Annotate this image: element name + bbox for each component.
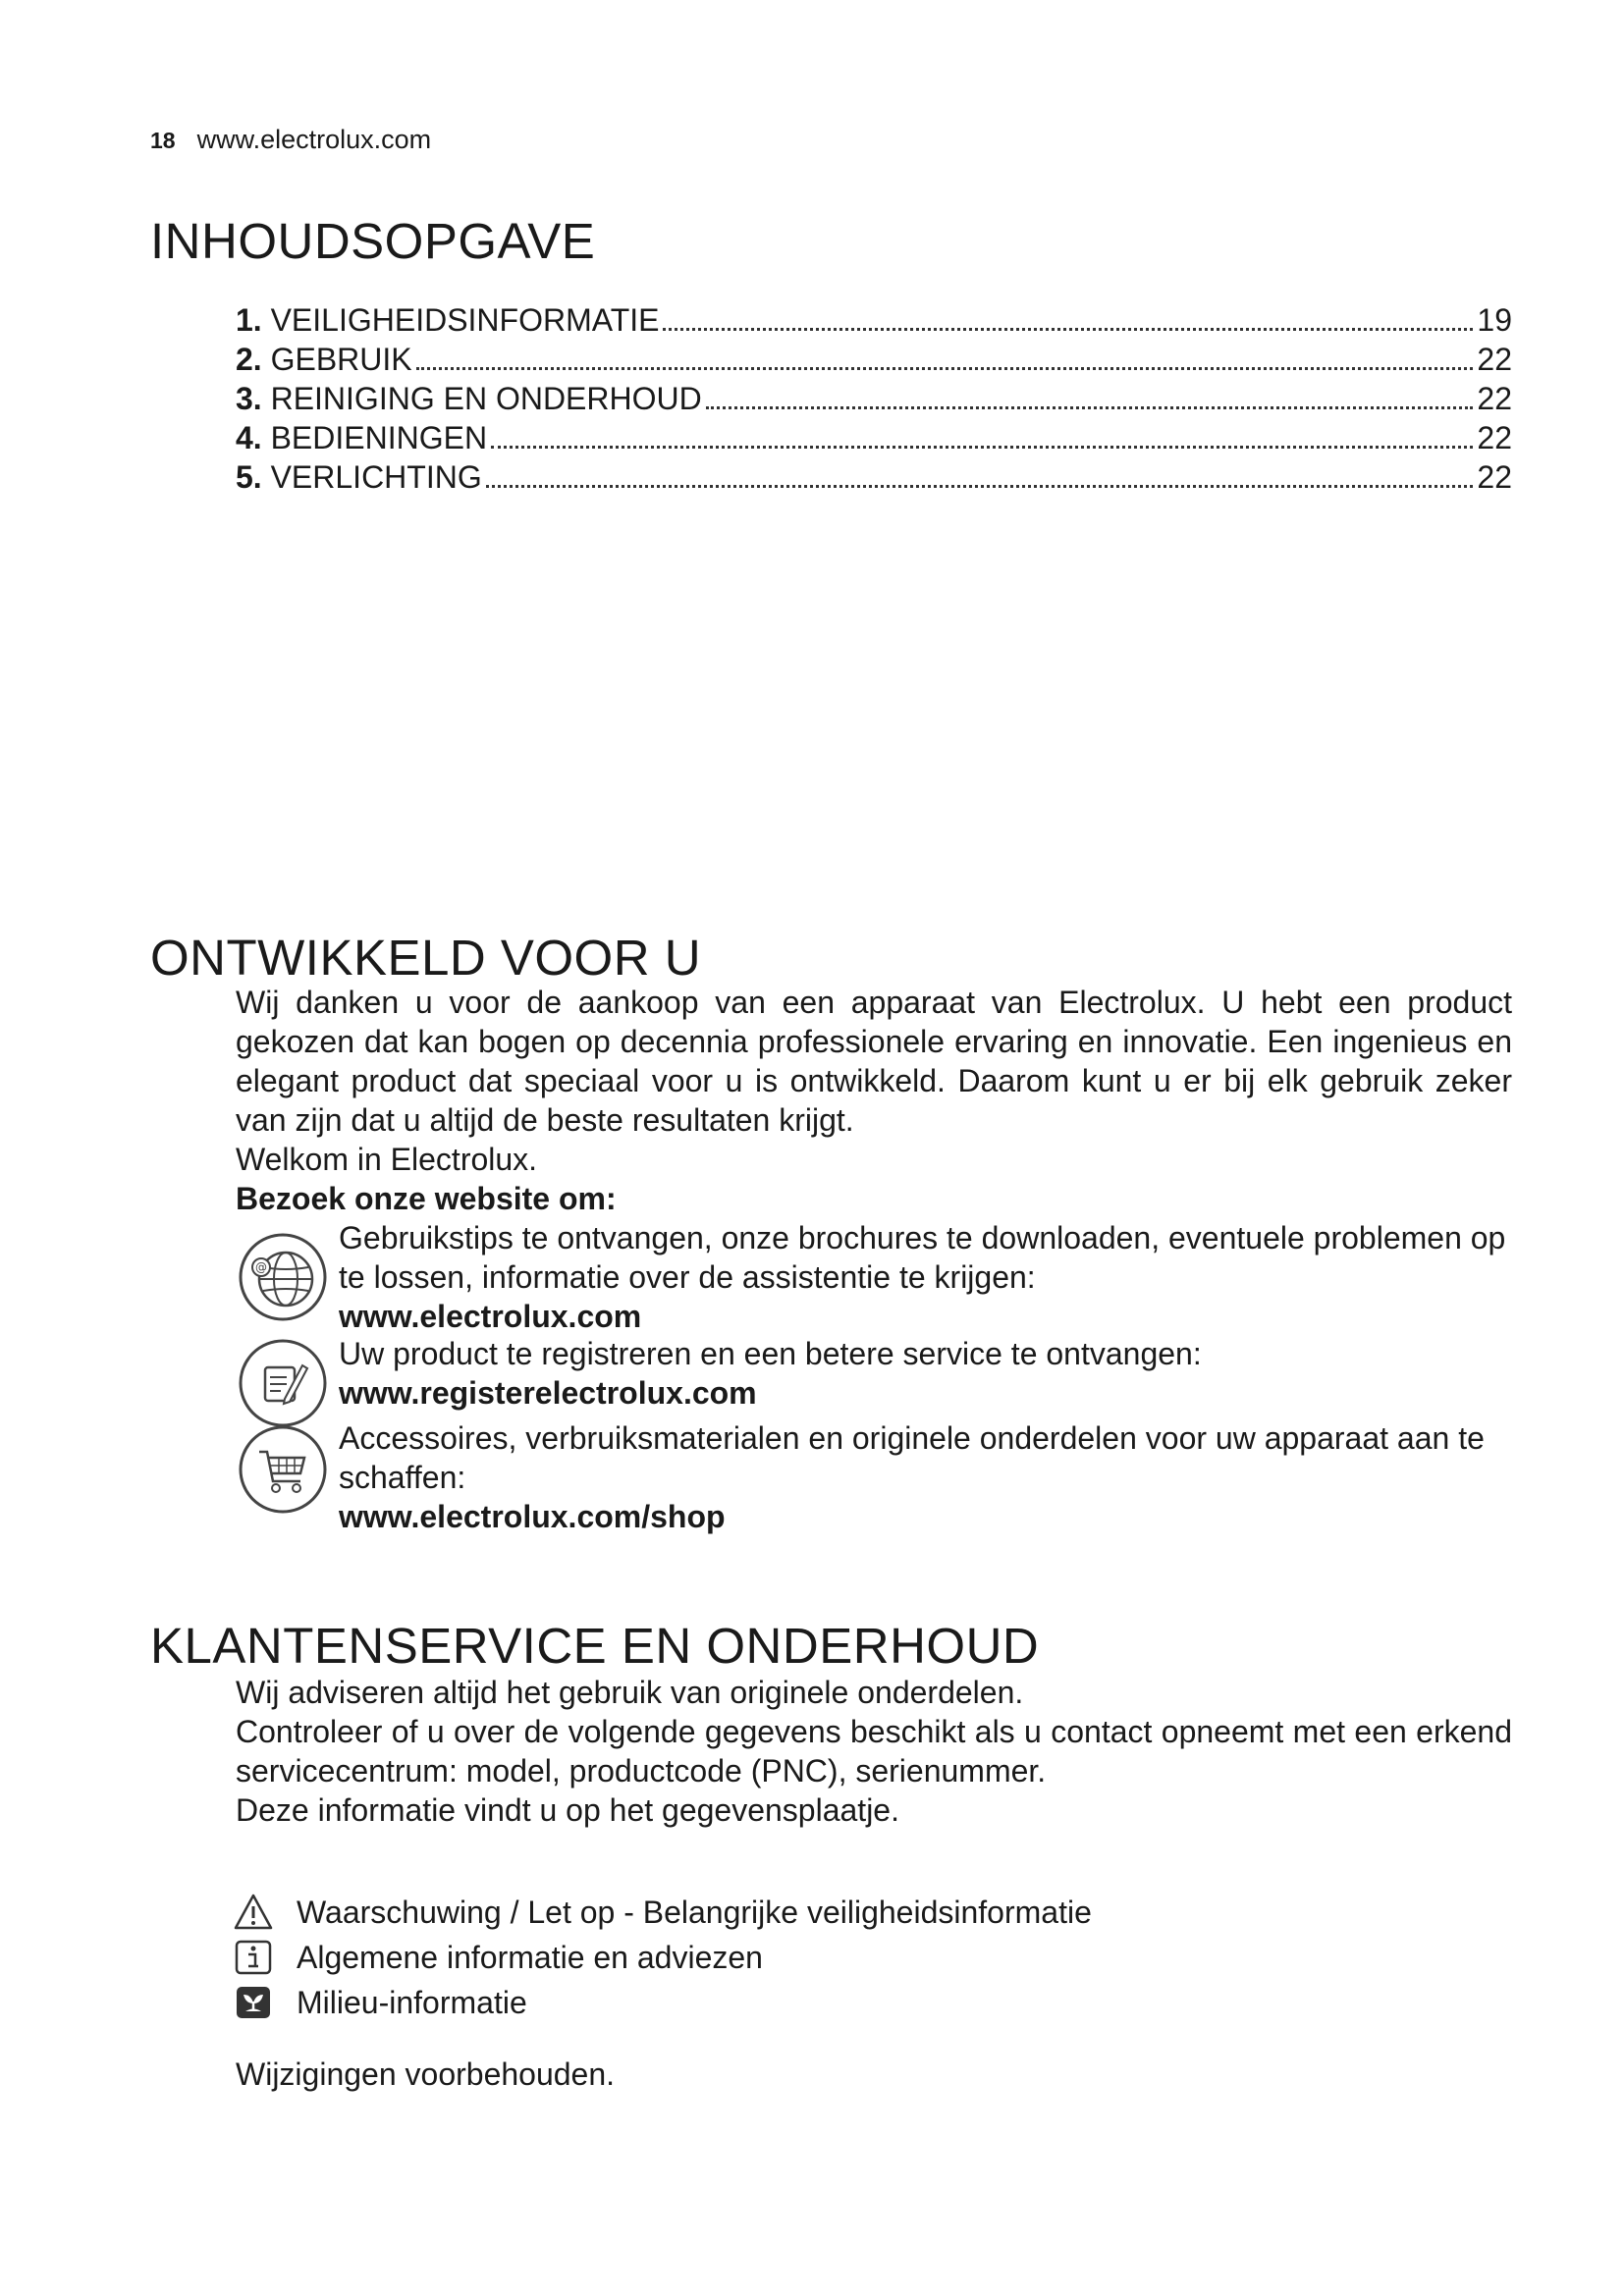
website-item-text-block: [339, 1418, 1512, 1536]
toc-item-number: 2.: [236, 342, 262, 377]
toc-leader: [486, 457, 1474, 497]
website-list: [236, 1218, 1512, 1536]
visit-label: Bezoek onze website om:: [236, 1181, 617, 1216]
toc-item-page: 19: [1477, 302, 1512, 338]
table-of-contents: [236, 300, 1512, 497]
toc-item-title: VEILIGHEIDSINFORMATIE: [270, 302, 660, 338]
legend-item: [233, 1890, 1092, 1935]
legend-item: [233, 1935, 1092, 1980]
website-item-text: Accessoires, verbruiksmaterialen en originele onderdelen voor uw apparaat aan te schaffen:: [339, 1420, 1485, 1495]
warning-icon: [233, 1893, 274, 1932]
site-url[interactable]: www.electrolux.com: [196, 125, 432, 154]
toc-item-page: 22: [1477, 459, 1512, 495]
website-item: [236, 1334, 1512, 1418]
legend-item: [233, 1980, 1092, 2025]
toc-item[interactable]: [236, 457, 1512, 497]
toc-item[interactable]: [236, 418, 1512, 457]
environment-icon: [233, 1983, 274, 2022]
info-icon: [233, 1938, 274, 1977]
toc-item-number: 5.: [236, 459, 262, 495]
toc-item-number: 4.: [236, 420, 262, 455]
website-item-text: Gebruikstips te ontvangen, onze brochures te downloaden, eventuele problemen op te lossen, informatie over de assistentie te krijgen:: [339, 1220, 1506, 1295]
svg-text:@: @: [255, 1260, 267, 1274]
toc-item-title: REINIGING EN ONDERHOUD: [270, 381, 702, 416]
legend-text: Algemene informatie en adviezen: [297, 1939, 763, 1975]
service-heading: KLANTENSERVICE EN ONDERHOUD: [150, 1618, 1040, 1674]
website-item-text-block: [339, 1334, 1512, 1413]
service-block: [236, 1673, 1512, 1830]
toc-leader: [416, 340, 1474, 379]
register-icon: [236, 1334, 330, 1428]
website-link[interactable]: www.electrolux.com/shop: [339, 1499, 726, 1534]
toc-item[interactable]: [236, 300, 1512, 340]
toc-item-title: VERLICHTING: [270, 459, 482, 495]
legend-text: Milieu-informatie: [297, 1984, 527, 2020]
website-item-text-block: [339, 1218, 1512, 1336]
toc-item-page: 22: [1477, 381, 1512, 416]
shopping-cart-icon: [236, 1418, 330, 1515]
website-item: [236, 1218, 1512, 1334]
service-line: Deze informatie vindt u op het gegevensplaatje.: [236, 1792, 899, 1828]
toc-item-title: BEDIENINGEN: [270, 420, 488, 455]
website-link[interactable]: www.registerelectrolux.com: [339, 1375, 757, 1411]
welcome-text: Welkom in Electrolux.: [236, 1142, 538, 1177]
page-number: 18: [150, 128, 176, 153]
designed-heading: ONTWIKKELD VOOR U: [150, 930, 702, 986]
toc-leader: [491, 418, 1473, 457]
toc-item-number: 1.: [236, 302, 262, 338]
toc-item-number: 3.: [236, 381, 262, 416]
designed-intro: Wij danken u voor de aankoop van een apparaat van Electrolux. U hebt een product gekozen dat kan bogen op decennia professionele ervaring en innovatie. Een ingenieus en elegant product dat speciaal voor u is ontwikkeld. Daarom kunt u er bij elk gebruik zeker van zijn dat u altijd de beste resultaten krijgt.: [236, 985, 1512, 1138]
designed-intro-block: [236, 983, 1512, 1218]
page-header: [150, 125, 431, 155]
service-line: Wij adviseren altijd het gebruik van originele onderdelen.: [236, 1675, 1024, 1710]
toc-item[interactable]: [236, 340, 1512, 379]
toc-item-page: 22: [1477, 420, 1512, 455]
toc-leader: [706, 379, 1474, 418]
toc-heading: INHOUDSOPGAVE: [150, 213, 596, 269]
toc-item-title: GEBRUIK: [270, 342, 412, 377]
website-item: [236, 1418, 1512, 1536]
symbol-legend: [233, 1890, 1092, 2025]
legend-text: Waarschuwing / Let op - Belangrijke veiligheidsinformatie: [297, 1894, 1092, 1930]
toc-item-page: 22: [1477, 342, 1512, 377]
toc-item[interactable]: [236, 379, 1512, 418]
globe-icon: [236, 1218, 330, 1322]
service-line: Controleer of u over de volgende gegevens beschikt als u contact opneemt met een erkend servicecentrum: model, productcode (PNC), serienummer.: [236, 1714, 1512, 1789]
toc-leader: [663, 300, 1473, 340]
footer-note: Wijzigingen voorbehouden.: [236, 2056, 616, 2092]
website-link[interactable]: www.electrolux.com: [339, 1299, 642, 1334]
website-item-text: Uw product te registreren en een betere service te ontvangen:: [339, 1336, 1202, 1371]
